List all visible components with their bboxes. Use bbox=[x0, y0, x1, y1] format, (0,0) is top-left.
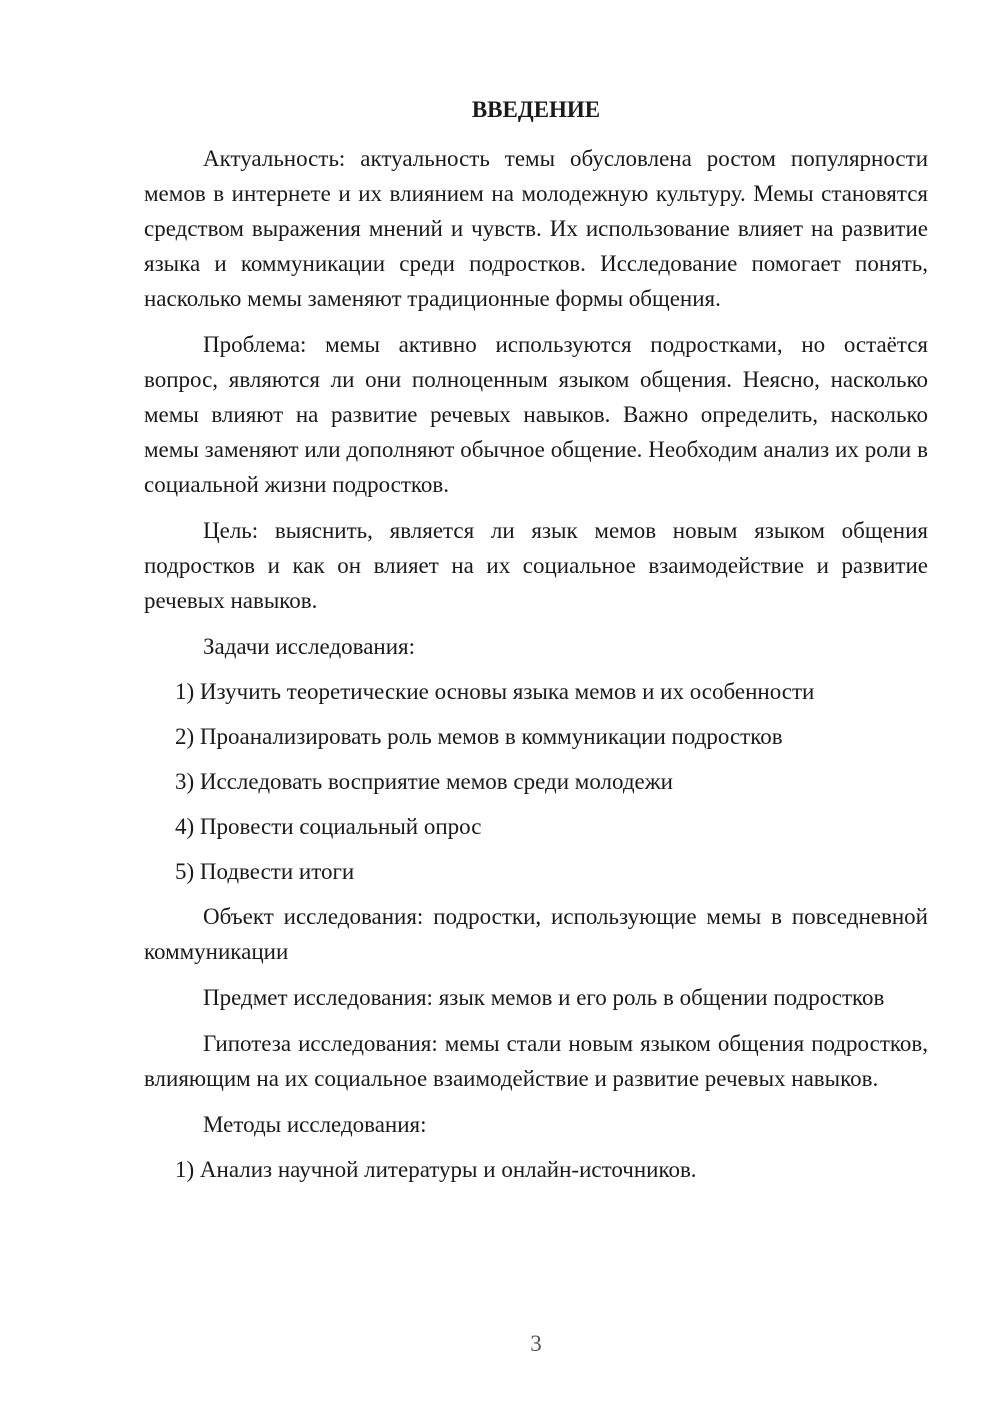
list-item: 1) Изучить теоретические основы языка мемов и их особенности bbox=[175, 679, 815, 704]
list-item: 5) Подвести итоги bbox=[175, 859, 355, 884]
list-item: 1) Анализ научной литературы и онлайн-источников. bbox=[175, 1157, 697, 1182]
paragraph-hypothesis: Гипотеза исследования: мемы стали новым языком общения подростков, влияющим на их социальное взаимодействие и развитие речевых навыков. bbox=[144, 1031, 928, 1091]
methods-list bbox=[144, 1152, 928, 1187]
paragraph-goal: Цель: выяснить, является ли язык мемов новым языком общения подростков и как он влияет на их социальное взаимодействие и развитие речевых навыков. bbox=[144, 518, 928, 613]
methods-heading: Методы исследования: bbox=[203, 1112, 427, 1137]
page-number: 3 bbox=[530, 1331, 542, 1356]
paragraph-object: Объект исследования: подростки, использующие мемы в повседневной коммуникации bbox=[144, 904, 928, 964]
list-item: 4) Провести социальный опрос bbox=[175, 814, 482, 839]
tasks-list bbox=[144, 674, 928, 889]
page-content bbox=[144, 92, 928, 1197]
paragraph-subject: Предмет исследования: язык мемов и его роль в общении подростков bbox=[203, 985, 885, 1010]
page-title: ВВЕДЕНИЕ bbox=[471, 97, 601, 122]
paragraph-problem: Проблема: мемы активно используются подростками, но остаётся вопрос, являются ли они полноценным языком общения. Неясно, насколько мемы влияют на развитие речевых навыков. Важно определить, насколько мемы заменяют или дополняют обычное общение. Необходим анализ их роли в социальной жизни подростков. bbox=[144, 332, 928, 497]
list-item: 3) Исследовать восприятие мемов среди молодежи bbox=[175, 769, 673, 794]
list-item: 2) Проанализировать роль мемов в коммуникации подростков bbox=[175, 724, 783, 749]
paragraph-relevance: Актуальность: актуальность темы обусловлена ростом популярности мемов в интернете и их влиянием на молодежную культуру. Мемы становятся средством выражения мнений и чувств. Их использование влияет на развитие языка и коммуникации среди подростков. Исследование помогает понять, насколько мемы заменяют традиционные формы общения. bbox=[144, 146, 928, 311]
tasks-heading: Задачи исследования: bbox=[203, 634, 416, 659]
